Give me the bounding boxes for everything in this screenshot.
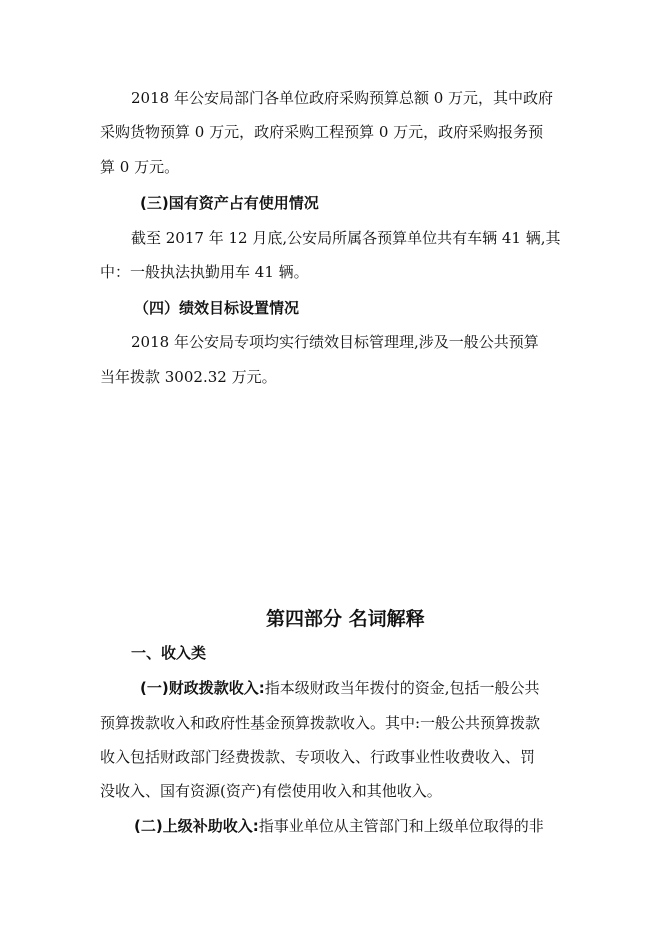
assets-line-1: 截至 2017 年 12 月底,公安局所属各预算单位共有车辆 41 辆,其 — [131, 229, 561, 247]
assets-line-2: 中：一般执法执勤用车 41 辆。 — [100, 263, 309, 281]
performance-line-2: 当年拨款 3002.32 万元。 — [100, 368, 277, 386]
item1-line-3: 收入包括财政部门经费拨款、专项收入、行政事业性收费收入、罚 — [100, 748, 536, 766]
item2-line-1 — [134, 816, 544, 836]
item1-line-1-rest: 指本级财政当年拨付的资金,包括一般公共 — [264, 679, 540, 697]
part-four-title: 第四部分 名词解释 — [266, 608, 425, 630]
item1-line-1 — [140, 678, 540, 698]
item2-term: (二)上级补助收入: — [134, 817, 259, 835]
performance-heading: （四）绩效目标设置情况 — [134, 299, 300, 317]
item1-line-4: 没收入、国有资源(资产)有偿使用收入和其他收入。 — [100, 782, 442, 800]
procurement-line-1: 2018 年公安局部门各单位政府采购预算总额 0 万元，其中政府 — [131, 89, 554, 107]
assets-heading: (三)国有资产占有使用情况 — [140, 194, 319, 212]
procurement-line-2: 采购货物预算 0 万元，政府采购工程预算 0 万元，政府采购报务预 — [100, 123, 544, 141]
income-category-heading: 一、收入类 — [131, 644, 207, 662]
performance-line-1: 2018 年公安局专项均实行绩效目标管理理,涉及一般公共预算 — [131, 333, 539, 351]
item1-line-2: 预算拨款收入和政府性基金预算拨款收入。其中:一般公共预算拨款 — [100, 714, 541, 732]
procurement-line-3: 算 0 万元。 — [100, 158, 180, 176]
item1-term: (一)财政拨款收入: — [140, 679, 265, 697]
item2-line-1-rest: 指事业单位从主管部门和上级单位取得的非 — [258, 817, 544, 835]
